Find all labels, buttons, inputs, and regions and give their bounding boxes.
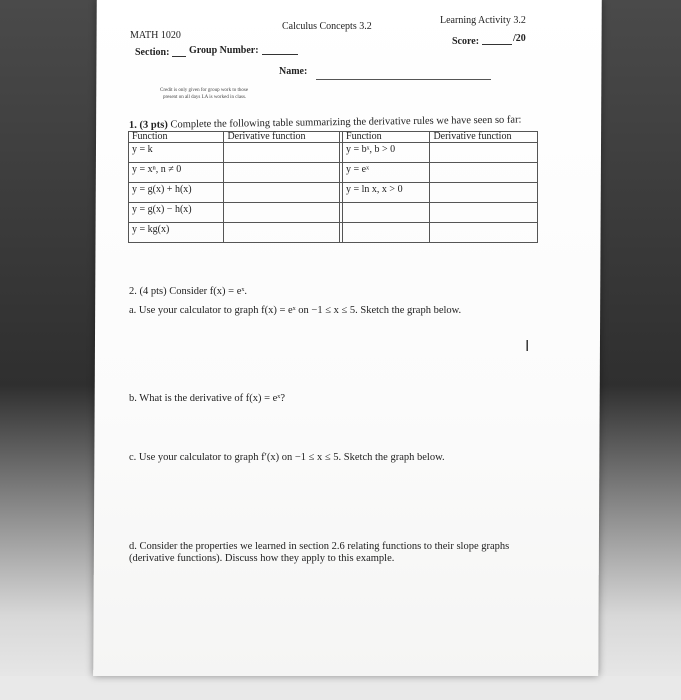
derivative-answer-cell[interactable] (430, 163, 538, 183)
derivative-answer-cell[interactable] (430, 203, 538, 223)
derivative-answer-cell[interactable] (430, 223, 538, 243)
course-label: MATH 1020 (130, 30, 181, 41)
header-derivative-right: Derivative function (430, 132, 538, 143)
derivative-answer-cell[interactable] (224, 203, 340, 223)
section-blank (172, 45, 186, 57)
q2a-prompt: a. Use your calculator to graph f(x) = eˣ on −1 ≤ x ≤ 5. Sketch the graph below. (129, 305, 462, 316)
table-row (129, 223, 538, 243)
header-function-left: Function (129, 132, 224, 143)
function-cell: y = g(x) + h(x) (129, 183, 224, 203)
derivative-answer-cell[interactable] (224, 223, 340, 243)
q2b-prompt: b. What is the derivative of f(x) = eˣ? (129, 393, 285, 404)
derivative-answer-cell[interactable] (430, 183, 538, 203)
name-label: Name: (279, 66, 308, 77)
function-cell: y = xⁿ, n ≠ 0 (129, 163, 224, 183)
worksheet-title: Calculus Concepts 3.2 (282, 21, 372, 32)
function-cell: y = bˣ, b > 0 (343, 143, 430, 163)
score-total: /20 (513, 33, 526, 44)
function-cell (343, 203, 430, 223)
group-number-blank (262, 43, 298, 55)
table-row (129, 183, 538, 203)
text-cursor-icon: I (525, 337, 530, 355)
table-row (129, 143, 538, 163)
q2d-prompt-line1: d. Consider the properties we learned in section 2.6 relating functions to their slope graphs (129, 541, 510, 552)
score-label: Score: (452, 36, 480, 47)
activity-label: Learning Activity 3.2 (440, 15, 526, 26)
name-blank (316, 79, 491, 80)
table-row (129, 163, 538, 183)
table-row (129, 203, 538, 223)
group-number-label: Group Number: (189, 45, 259, 56)
function-cell: y = kg(x) (129, 223, 224, 243)
derivative-answer-cell[interactable] (224, 183, 340, 203)
derivative-answer-cell[interactable] (224, 163, 340, 183)
function-cell: y = eˣ (343, 163, 430, 183)
q2d-prompt-line2: (derivative functions). Discuss how they apply to this example. (129, 553, 395, 564)
q2c-prompt: c. Use your calculator to graph f′(x) on −1 ≤ x ≤ 5. Sketch the graph below. (129, 452, 445, 463)
function-cell: y = ln x, x > 0 (343, 183, 430, 203)
q1-prompt: 1. (3 pts) Complete the following table summarizing the derivative rules we have seen so far: (128, 114, 522, 131)
function-cell: y = k (129, 143, 224, 163)
bottom-strip (0, 676, 681, 700)
derivative-rules-table (128, 131, 538, 243)
q2-prompt: 2. (4 pts) Consider f(x) = eˣ. (129, 286, 248, 297)
header-function-right: Function (343, 132, 430, 143)
table-header-row (129, 132, 538, 143)
function-cell: y = g(x) − h(x) (129, 203, 224, 223)
derivative-answer-cell[interactable] (430, 143, 538, 163)
credit-note-line1: Credit is only given for group work to those (160, 88, 249, 93)
credit-note-line2: present on all days LA is worked in class. (163, 95, 247, 100)
header-derivative-left: Derivative function (224, 132, 340, 143)
section-label: Section: (135, 47, 170, 58)
derivative-answer-cell[interactable] (224, 143, 340, 163)
score-blank (482, 33, 512, 45)
function-cell (343, 223, 430, 243)
